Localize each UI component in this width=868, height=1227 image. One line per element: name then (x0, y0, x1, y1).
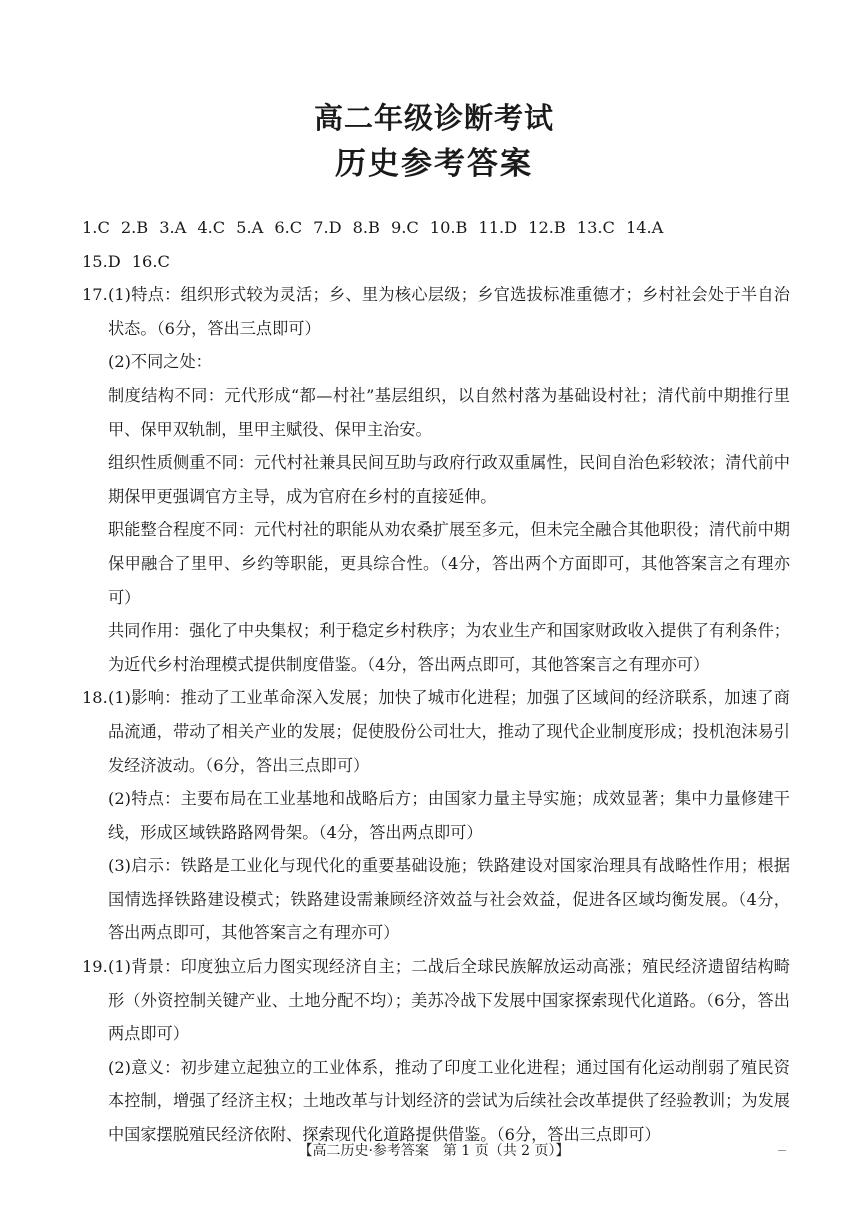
question-19 (82, 950, 790, 1152)
mcq-answer: 1.C (82, 218, 110, 237)
answer-paragraph: (2)不同之处： (108, 352, 212, 372)
mcq-answer: 4.C (197, 218, 226, 237)
answer-paragraph: 职能整合程度不同：元代村社的职能从劝农桑扩展至多元，但未完全融合其他职役；清代前中期保甲融合了里甲、乡约等职能，更具综合性。（4分，答出两个方面即可，其他答案言之有理亦可） (108, 520, 790, 607)
answer-paragraph: (2)意义：初步建立起独立的工业体系，推动了印度工业化进程；通过国有化运动削弱了殖民资本控制，增强了经济主权；土地改革与计划经济的尝试为后续社会改革提供了经验教训；为发展中国家摆脱殖民经济依附、探索现代化道路提供借鉴。（6分，答出三点即可） (108, 1057, 790, 1145)
mcq-answer: 7.D (313, 218, 342, 237)
answer-paragraph: 共同作用：强化了中央集权；利于稳定乡村秩序；为农业生产和国家财政收入提供了有利条件；为近代乡村治理模式提供制度借鉴。（4分，答出两点即可，其他答案言之有理亦可） (108, 621, 790, 674)
mcq-answer: 9.C (390, 218, 419, 237)
answer-paragraph: 组织性质侧重不同：元代村社兼具民间互助与政府行政双重属性，民间自治色彩较浓；清代前中期保甲更强调官方主导，成为官府在乡村的直接延伸。 (108, 453, 790, 506)
page-footer: 【高二历史·参考答案 第 1 页（共 2 页）】 (298, 1143, 570, 1159)
mcq-answer: 16.C (131, 251, 170, 271)
mcq-answer: 11.D (478, 218, 518, 237)
answer-content (82, 211, 790, 1152)
exam-title: 高二年级诊断考试 (313, 101, 554, 135)
answer-paragraph: 制度结构不同：元代形成“都—村社”基层组织，以自然村落为基础设村社；清代前中期推行里甲、保甲双轨制，里甲主赋役、保甲主治安。 (108, 385, 790, 439)
question-number: 17. (82, 285, 108, 305)
answer-key-title: 历史参考答案 (335, 146, 533, 182)
mcq-answer: 3.A (159, 218, 187, 237)
question-18 (82, 681, 790, 950)
mcq-answer: 2.B (120, 218, 149, 237)
mcq-answer: 6.C (274, 218, 303, 237)
mcq-answers-row-2 (82, 245, 790, 279)
answer-paragraph: (1)影响：推动了工业革命深入发展；加快了城市化进程；加强了区域间的经济联系，加速了商品流通，带动了相关产业的发展；促使股份公司壮大，推动了现代企业制度形成；投机泡沫易引发经济波动。（6分，答出三点即可） (108, 688, 790, 775)
answer-paragraph: (1)背景：印度独立后力图实现经济自主；二战后全球民族解放运动高涨；殖民经济遗留结构畸形（外资控制关键产业、土地分配不均）；美苏冷战下发展中国家探索现代化道路。（6分，答出两点即可） (108, 957, 790, 1044)
mcq-answer: 8.B (352, 218, 380, 237)
mcq-answer: 13.C (576, 218, 615, 237)
mcq-answer: 14.A (625, 218, 664, 237)
question-17 (82, 278, 790, 681)
answer-paragraph: (2)特点：主要布局在工业基地和战略后方；由国家力量主导实施；成效显著；集中力量修建干线，形成区域铁路路网骨架。（4分，答出两点即可） (108, 789, 790, 842)
answer-paragraph: (1)特点：组织形式较为灵活；乡、里为核心层级；乡官选拔标准重德才；乡村社会处于半自治状态。（6分，答出三点即可） (108, 285, 790, 338)
answer-paragraph: (3)启示：铁路是工业化与现代化的重要基础设施；铁路建设对国家治理具有战略性作用；根据国情选择铁路建设模式；铁路建设需兼顾经济效益与社会效益，促进各区域均衡发展。（4分，答出两点即可，其他答案言之有理亦可） (108, 856, 790, 943)
mcq-answer: 15.D (82, 251, 121, 271)
mcq-answers-row-1 (82, 211, 790, 245)
question-number: 19. (82, 957, 108, 977)
mcq-answer: 5.A (236, 218, 264, 237)
mcq-answer: 12.B (528, 218, 566, 237)
scan-mark (778, 1150, 786, 1151)
question-number: 18. (82, 688, 108, 708)
mcq-answer: 10.B (429, 218, 468, 237)
